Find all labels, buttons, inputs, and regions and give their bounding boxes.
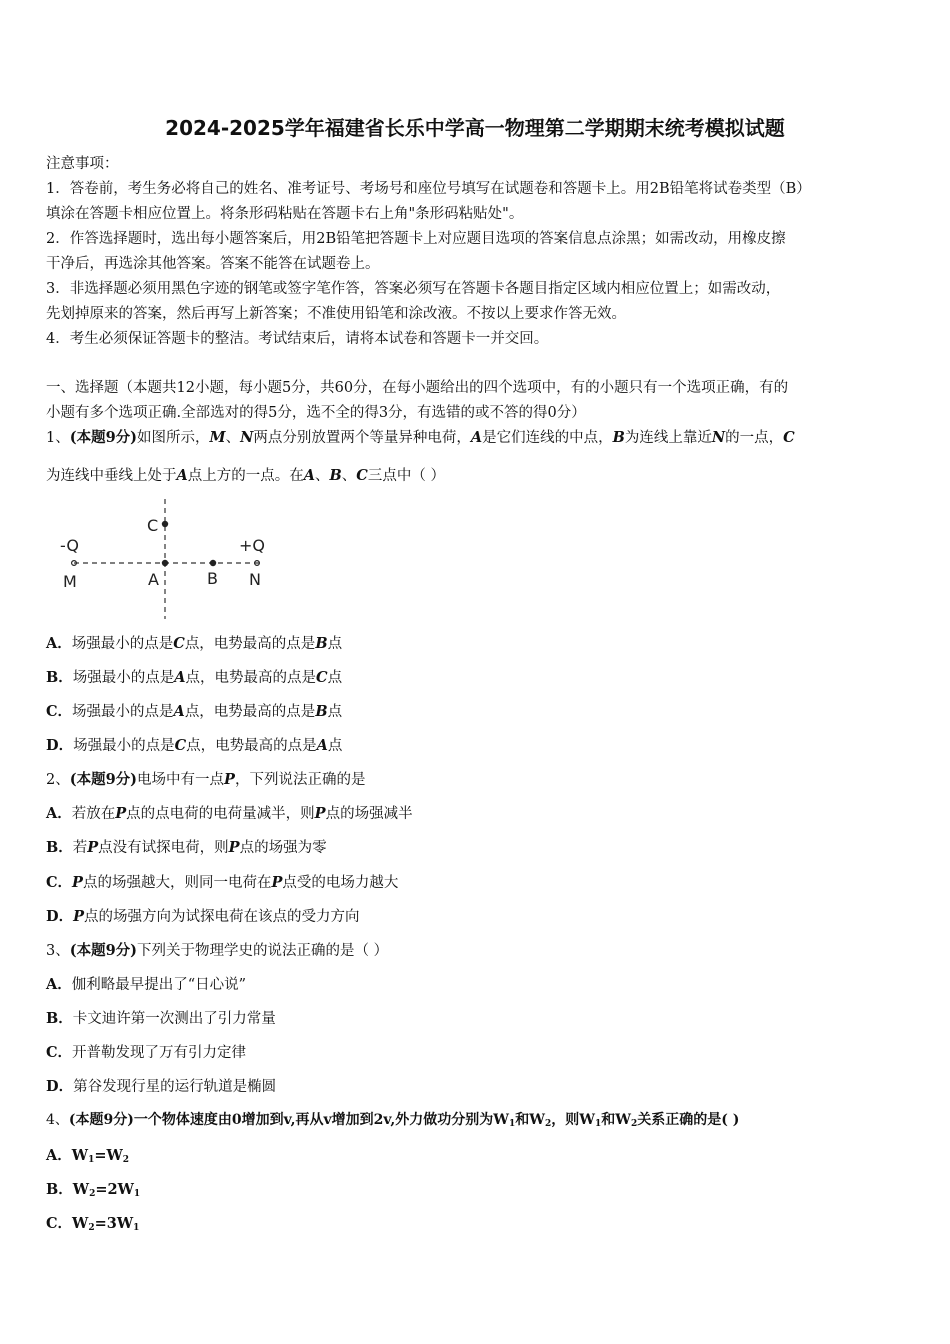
option-label: D． — [46, 908, 74, 925]
label-minus-Q: -Q — [60, 536, 79, 555]
q4-option-a[interactable] — [46, 1144, 129, 1165]
option-text: 点没有试探电荷，则 — [98, 840, 229, 856]
q1-option-b[interactable] — [46, 666, 342, 687]
point-A-dot — [162, 560, 168, 566]
option-text: 点的场强减半 — [325, 806, 413, 822]
option-text: 点，电势最高的点是 — [184, 704, 316, 720]
option-text: W — [72, 1181, 90, 1198]
question-3 — [46, 939, 388, 960]
option-text: 第谷发现行星的运行轨道是椭圆 — [73, 1079, 277, 1095]
option-var: C — [173, 635, 185, 652]
var-B: B — [329, 467, 342, 484]
subscript: 1 — [509, 1119, 516, 1129]
question-number: 3、 — [46, 943, 70, 959]
q1-option-c[interactable] — [46, 700, 342, 721]
q1-option-d[interactable] — [46, 734, 342, 755]
option-text: 场强最小的点是 — [73, 738, 175, 754]
option-label: A． — [46, 976, 72, 993]
option-label: D． — [46, 737, 74, 754]
question-text: 电场中有一点 — [137, 772, 225, 788]
option-text: 点的点电荷的电荷量减半，则 — [126, 806, 315, 822]
option-text: 点 — [327, 670, 343, 686]
q4-option-b[interactable] — [46, 1178, 140, 1199]
var-P: P — [224, 771, 235, 788]
option-text: 点 — [327, 636, 343, 652]
q3-option-d[interactable] — [46, 1075, 276, 1096]
option-label: B． — [46, 669, 73, 686]
option-text: 点 — [327, 738, 343, 754]
notice-line: 2．作答选择题时，选出每小题答案后，用2B铅笔把答题卡上对应题目选项的答案信息点涂黑；如需改动，用橡皮擦 — [46, 231, 786, 247]
question-text: ，下列说法正确的是 — [234, 772, 366, 788]
label-B: B — [207, 569, 218, 588]
subscript: 2 — [545, 1119, 552, 1129]
subscript: 2 — [88, 1223, 95, 1233]
option-text: 若放在 — [71, 806, 116, 822]
subscript: 2 — [122, 1155, 130, 1165]
option-label: B． — [46, 1010, 73, 1027]
option-var: A — [316, 737, 328, 754]
question-1-line-2 — [46, 464, 445, 485]
question-text: 为连线上靠近 — [624, 430, 712, 446]
subscript: 2 — [631, 1119, 638, 1129]
label-N: N — [249, 570, 261, 589]
question-text: ，则W — [551, 1112, 595, 1128]
point-B-dot — [210, 560, 216, 566]
option-label: A． — [46, 635, 72, 652]
option-label: A． — [46, 1147, 72, 1164]
question-text: 如图所示， — [137, 430, 210, 446]
option-text: 点，电势最高的点是 — [184, 636, 316, 652]
question-number: 2、 — [46, 772, 70, 788]
question-points: (本题9分) — [69, 771, 138, 788]
question-text: 、 — [315, 468, 330, 484]
label-C: C — [147, 516, 159, 535]
question-text: 、 — [341, 468, 357, 484]
option-text: =W — [94, 1147, 123, 1164]
option-var: B — [315, 635, 328, 652]
question-text: 为连线中垂线上处于 — [46, 468, 177, 484]
notice-line: 4．考生必须保证答题卡的整洁。考试结束后，请将本试卷和答题卡一并交回。 — [46, 331, 549, 347]
var-B: B — [612, 429, 625, 446]
option-text: 场强最小的点是 — [72, 704, 174, 720]
label-plus-Q: +Q — [239, 536, 265, 555]
q1-option-a[interactable] — [46, 632, 342, 653]
option-var: P — [73, 908, 84, 925]
option-text: W — [72, 1215, 89, 1232]
question-text: 两点分别放置两个等量异种电荷， — [253, 430, 471, 446]
question-4 — [46, 1109, 739, 1129]
notice-line: 先划掉原来的答案，然后再写上新答案；不准使用铅笔和涂改液。不按以上要求作答无效。 — [46, 306, 626, 322]
option-label: C． — [46, 1044, 73, 1061]
option-text: 点的场强方向为试探电荷在该点的受力方向 — [83, 909, 360, 925]
question-2 — [46, 768, 365, 789]
q2-option-a[interactable] — [46, 802, 413, 823]
option-text: 点，电势最高的点是 — [186, 738, 317, 754]
option-var: P — [271, 874, 283, 891]
option-label: D． — [46, 1078, 74, 1095]
q3-option-b[interactable] — [46, 1007, 276, 1028]
option-label: C． — [46, 703, 73, 720]
q2-option-c[interactable] — [46, 871, 398, 892]
label-M: M — [63, 572, 77, 591]
var-C: C — [783, 429, 795, 446]
q4-option-c[interactable] — [46, 1212, 139, 1233]
option-text: =3W — [94, 1215, 134, 1232]
question-text: 下列关于物理学史的说法正确的是（ ） — [137, 943, 389, 959]
option-var: C — [316, 669, 328, 686]
question-text: 是它们连线的中点， — [482, 430, 613, 446]
option-label: B． — [46, 839, 73, 856]
var-N: N — [240, 429, 254, 446]
question-points: (本题9分) — [69, 942, 138, 959]
question-number: 4、 — [46, 1112, 69, 1128]
option-var: C — [174, 737, 187, 754]
section-header: 小题有多个选项正确.全部选对的得5分，选不全的得3分，有选错的或不答的得0分） — [46, 405, 586, 421]
option-label: C． — [46, 1215, 73, 1232]
option-var: P — [314, 805, 326, 822]
subscript: 2 — [89, 1189, 96, 1199]
var-A: A — [470, 429, 483, 446]
q2-option-d[interactable] — [46, 905, 359, 926]
question-text: 的一点， — [725, 430, 784, 446]
subscript: 1 — [595, 1119, 602, 1129]
option-text: 场强最小的点是 — [72, 670, 175, 686]
option-var: P — [115, 805, 127, 822]
section-header: 一、选择题（本题共12小题，每小题5分，共60分，在每小题给出的四个选项中，有的小题只有一个选项正确，有的 — [46, 380, 789, 396]
q3-option-c[interactable] — [46, 1041, 246, 1062]
option-label: C． — [46, 874, 73, 891]
notice-line: 1．答卷前，考生务必将自己的姓名、准考证号、考场号和座位号填写在试题卷和答题卡上。用2B铅笔将试卷类型（B） — [46, 181, 811, 197]
option-var: A — [174, 669, 186, 686]
question-number: 1、 — [46, 430, 70, 446]
option-var: P — [228, 839, 240, 856]
option-text: 若 — [72, 840, 88, 856]
var-A: A — [303, 467, 316, 484]
option-text: W — [71, 1147, 89, 1164]
question-text: 和W — [515, 1112, 545, 1128]
subscript: 1 — [133, 1223, 140, 1233]
subscript: 1 — [88, 1155, 95, 1165]
option-text: 点受的电场力越大 — [282, 875, 399, 891]
option-label: B． — [46, 1181, 73, 1198]
subscript: 1 — [133, 1189, 141, 1199]
var-N: N — [711, 429, 726, 446]
option-text: 卡文迪许第一次测出了引力常量 — [72, 1011, 276, 1027]
option-text: =2W — [95, 1181, 134, 1198]
option-text: 点，电势最高的点是 — [185, 670, 317, 686]
notice-line: 3．非选择题必须用黑色字迹的钢笔或签字笔作答，答案必须写在答题卡各题目指定区域内相应位置上；如需改动， — [46, 281, 781, 297]
notice-line: 填涂在答题卡相应位置上。将条形码粘贴在答题卡右上角"条形码粘贴处"。 — [46, 206, 524, 222]
var-C: C — [356, 467, 368, 484]
q2-option-b[interactable] — [46, 836, 327, 857]
q3-option-a[interactable] — [46, 973, 246, 994]
point-C-dot — [162, 521, 168, 527]
question-text: 一个物体速度由0增加到v,再从v增加到2v,外力做功分别为W — [133, 1112, 509, 1128]
option-text: 伽利略最早提出了“日心说” — [71, 977, 247, 993]
label-A: A — [148, 570, 159, 589]
option-text: 开普勒发现了万有引力定律 — [72, 1045, 247, 1061]
question-text: 点上方的一点。在 — [187, 468, 304, 484]
notice-line: 干净后，再选涂其他答案。答案不能答在试题卷上。 — [46, 256, 380, 272]
option-text: 点的场强越大，则同一电荷在 — [82, 875, 272, 891]
option-text: 点 — [327, 704, 343, 720]
question-1 — [46, 426, 795, 447]
question-text: 三点中（ ） — [367, 468, 445, 484]
charge-diagram — [52, 495, 282, 623]
option-text: 场强最小的点是 — [71, 636, 174, 652]
question-points: (本题9分) — [68, 1112, 134, 1128]
option-text: 点的场强为零 — [239, 840, 327, 856]
page-title: 2024-2025学年福建省长乐中学高一物理第二学期期末统考模拟试题 — [165, 116, 785, 140]
question-points: (本题9分) — [69, 429, 138, 446]
question-text: 、 — [225, 430, 241, 446]
option-var: P — [72, 874, 83, 891]
option-var: A — [173, 703, 185, 720]
option-var: B — [315, 703, 328, 720]
var-M: M — [209, 429, 226, 446]
question-text: 和W — [601, 1112, 631, 1128]
question-text: 关系正确的是( ) — [637, 1112, 740, 1128]
option-var: P — [87, 839, 99, 856]
option-label: A． — [46, 805, 72, 822]
var-A: A — [176, 467, 188, 484]
notice-heading: 注意事项： — [46, 156, 119, 172]
